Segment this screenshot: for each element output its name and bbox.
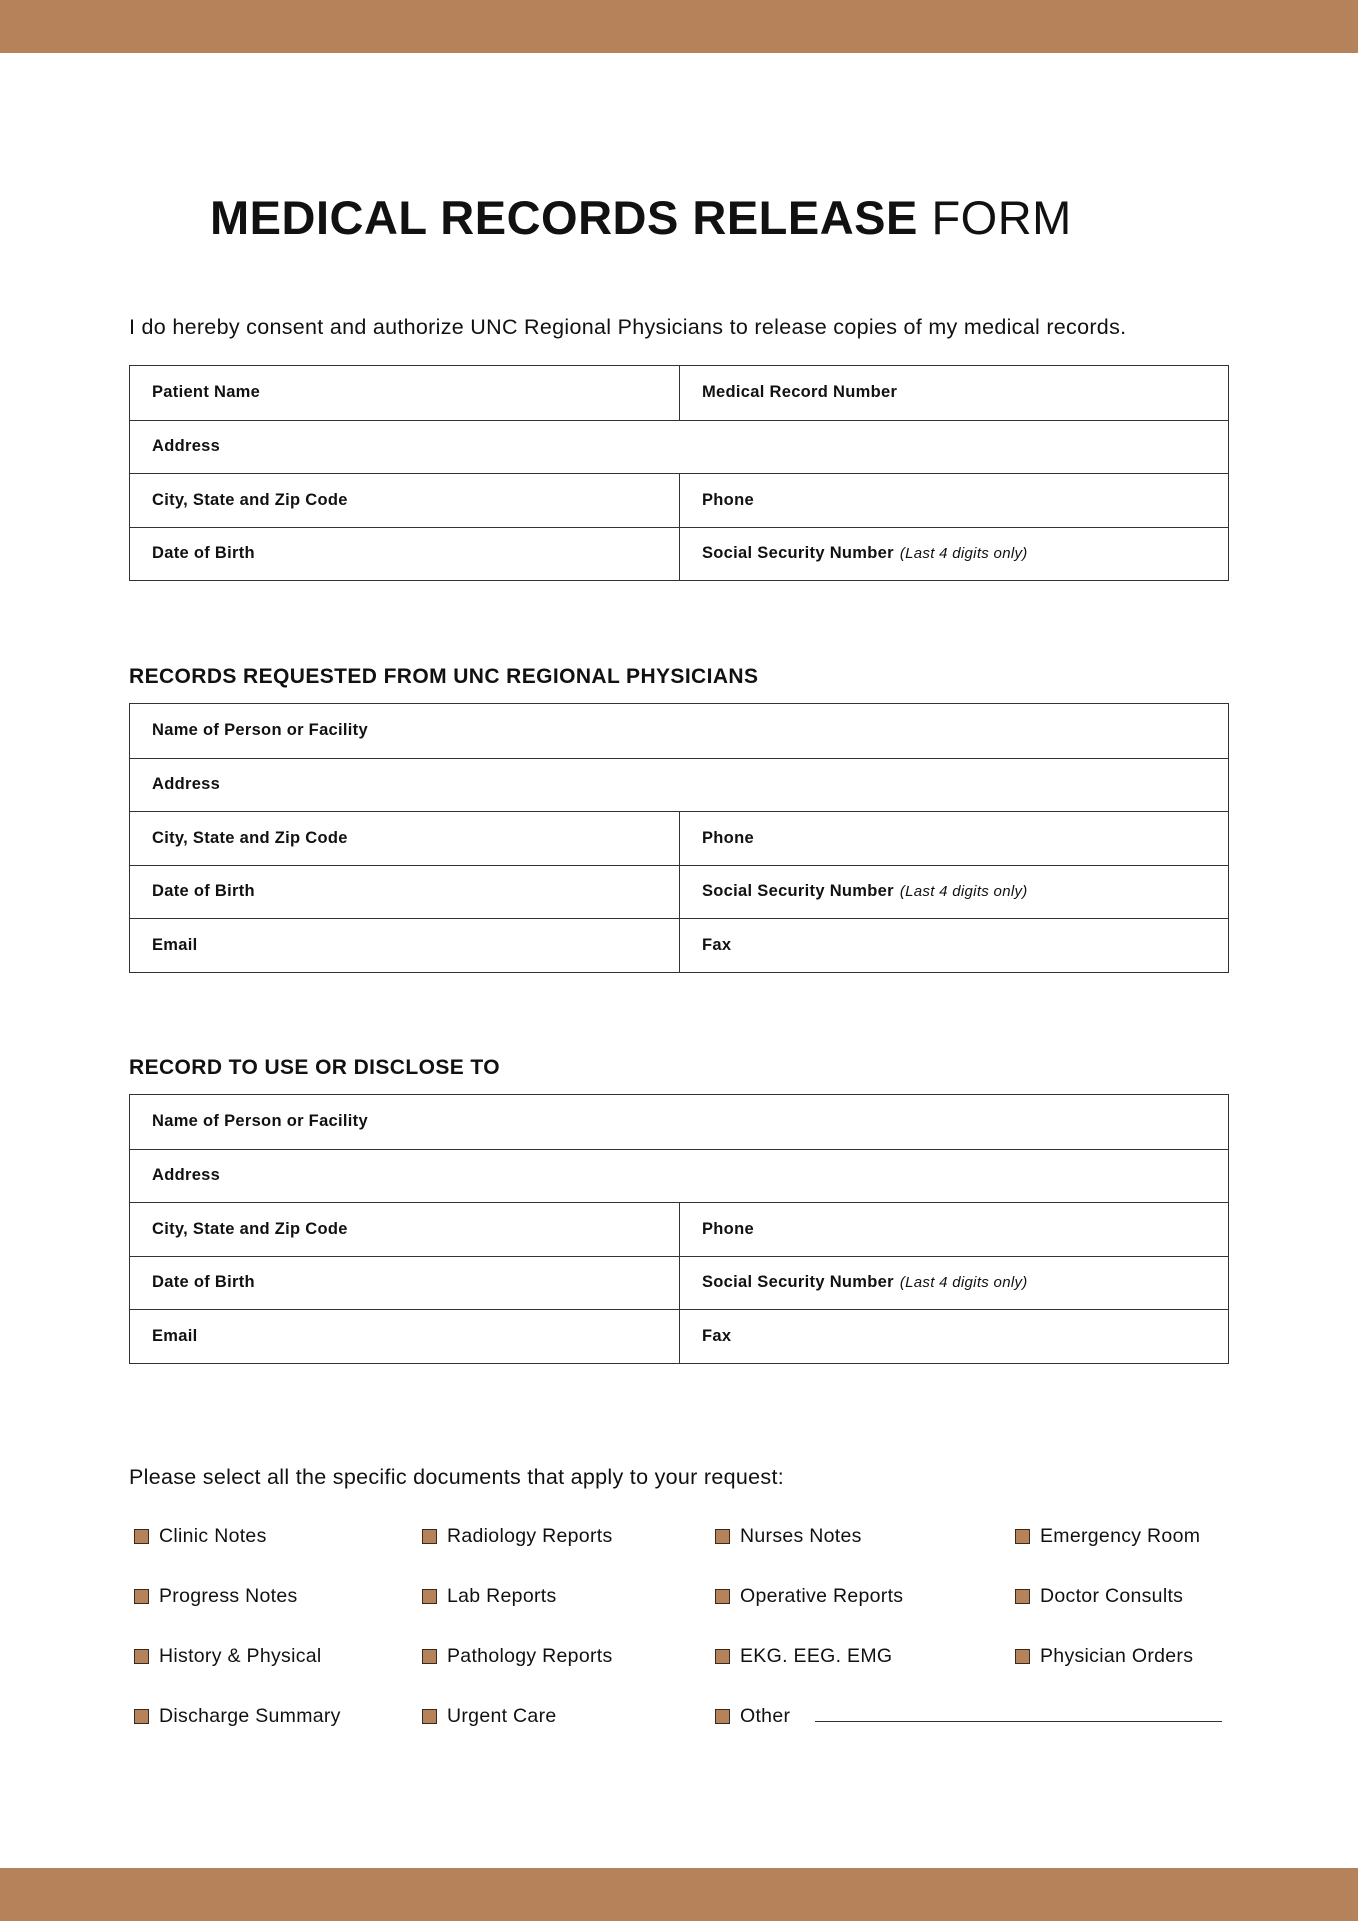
patient-phone-field[interactable] bbox=[680, 474, 1228, 527]
checkbox-square-icon[interactable] bbox=[715, 1709, 730, 1724]
from-name-field[interactable] bbox=[130, 704, 1228, 758]
checkbox-label: Operative Reports bbox=[740, 1584, 904, 1607]
from-dob-field[interactable] bbox=[130, 866, 680, 919]
field-label: Email bbox=[152, 935, 198, 954]
patient-city-state-zip-field[interactable] bbox=[130, 474, 680, 527]
checkbox-pathology-reports[interactable] bbox=[422, 1641, 613, 1671]
field-label: Patient Name bbox=[152, 383, 261, 402]
to-ssn-field[interactable] bbox=[680, 1257, 1228, 1310]
table-row bbox=[130, 865, 1228, 919]
field-label: Date of Birth bbox=[152, 882, 255, 901]
from-ssn-field[interactable] bbox=[680, 866, 1228, 919]
field-label: Date of Birth bbox=[152, 1273, 255, 1292]
checkbox-square-icon[interactable] bbox=[422, 1589, 437, 1604]
checkbox-square-icon[interactable] bbox=[1015, 1529, 1030, 1544]
bottom-accent-bar bbox=[0, 1868, 1358, 1921]
field-label: Address bbox=[152, 437, 221, 456]
checkbox-square-icon[interactable] bbox=[134, 1649, 149, 1664]
table-row bbox=[130, 527, 1228, 581]
checkbox-label: Lab Reports bbox=[447, 1584, 557, 1607]
checkbox-urgent-care[interactable] bbox=[422, 1701, 557, 1731]
checkbox-label: Nurses Notes bbox=[740, 1524, 862, 1547]
requested-from-table bbox=[129, 703, 1229, 973]
field-label: Social Security Number bbox=[702, 882, 894, 901]
disclose-to-table bbox=[129, 1094, 1229, 1364]
checkbox-square-icon[interactable] bbox=[1015, 1649, 1030, 1664]
field-label: Phone bbox=[702, 1219, 754, 1238]
to-dob-field[interactable] bbox=[130, 1257, 680, 1310]
checkbox-label: Other bbox=[740, 1704, 791, 1727]
title-bold: MEDICAL RECORDS RELEASE bbox=[210, 191, 918, 244]
disclose-to-heading: RECORD TO USE OR DISCLOSE TO bbox=[129, 1056, 500, 1079]
field-label: City, State and Zip Code bbox=[152, 490, 348, 509]
checkbox-square-icon[interactable] bbox=[422, 1709, 437, 1724]
checkbox-label: Pathology Reports bbox=[447, 1644, 613, 1667]
checkbox-square-icon[interactable] bbox=[422, 1649, 437, 1664]
field-label: Fax bbox=[702, 1326, 732, 1345]
field-label: Phone bbox=[702, 828, 754, 847]
field-label: Date of Birth bbox=[152, 544, 255, 563]
other-specify-line[interactable] bbox=[815, 1721, 1222, 1722]
documents-prompt: Please select all the specific documents that apply to your request: bbox=[129, 1465, 784, 1489]
to-address-field[interactable] bbox=[130, 1150, 1228, 1203]
page-title bbox=[210, 186, 1210, 250]
checkbox-square-icon[interactable] bbox=[134, 1709, 149, 1724]
checkbox-square-icon[interactable] bbox=[1015, 1589, 1030, 1604]
table-row bbox=[130, 918, 1228, 972]
field-label: Address bbox=[152, 775, 221, 794]
to-email-field[interactable] bbox=[130, 1310, 680, 1363]
patient-dob-field[interactable] bbox=[130, 528, 680, 581]
checkbox-square-icon[interactable] bbox=[715, 1589, 730, 1604]
checkbox-square-icon[interactable] bbox=[134, 1589, 149, 1604]
checkbox-square-icon[interactable] bbox=[715, 1529, 730, 1544]
from-phone-field[interactable] bbox=[680, 812, 1228, 865]
from-city-state-zip-field[interactable] bbox=[130, 812, 680, 865]
table-row bbox=[130, 1149, 1228, 1203]
checkbox-label: History & Physical bbox=[159, 1644, 322, 1667]
consent-statement: I do hereby consent and authorize UNC Regional Physicians to release copies of my medical records. bbox=[129, 315, 1127, 339]
from-address-field[interactable] bbox=[130, 759, 1228, 812]
field-label: Fax bbox=[702, 935, 732, 954]
checkbox-history-physical[interactable] bbox=[134, 1641, 322, 1671]
checkbox-other[interactable] bbox=[715, 1701, 790, 1731]
table-row bbox=[130, 811, 1228, 865]
table-row bbox=[130, 1202, 1228, 1256]
ssn-note: (Last 4 digits only) bbox=[899, 545, 1028, 563]
checkbox-label: Clinic Notes bbox=[159, 1524, 267, 1547]
top-accent-bar bbox=[0, 0, 1358, 53]
checkbox-progress-notes[interactable] bbox=[134, 1581, 298, 1611]
patient-address-field[interactable] bbox=[130, 421, 1228, 474]
checkbox-radiology-reports[interactable] bbox=[422, 1521, 613, 1551]
checkbox-label: Radiology Reports bbox=[447, 1524, 613, 1547]
checkbox-square-icon[interactable] bbox=[715, 1649, 730, 1664]
table-row bbox=[130, 704, 1228, 758]
table-row bbox=[130, 473, 1228, 527]
title-light: FORM bbox=[931, 191, 1072, 244]
to-city-state-zip-field[interactable] bbox=[130, 1203, 680, 1256]
field-label: Medical Record Number bbox=[702, 383, 898, 402]
field-label: Social Security Number bbox=[702, 1273, 894, 1292]
checkbox-label: Doctor Consults bbox=[1040, 1584, 1184, 1607]
patient-info-table bbox=[129, 365, 1229, 581]
table-row bbox=[130, 1256, 1228, 1310]
checkbox-label: Discharge Summary bbox=[159, 1704, 341, 1727]
checkbox-discharge-summary[interactable] bbox=[134, 1701, 341, 1731]
field-label: City, State and Zip Code bbox=[152, 828, 348, 847]
from-email-field[interactable] bbox=[130, 919, 680, 972]
field-label: Email bbox=[152, 1326, 198, 1345]
from-fax-field[interactable] bbox=[680, 919, 1228, 972]
field-label: Social Security Number bbox=[702, 544, 894, 563]
field-label: Name of Person or Facility bbox=[152, 721, 368, 740]
field-label: City, State and Zip Code bbox=[152, 1219, 348, 1238]
to-fax-field[interactable] bbox=[680, 1310, 1228, 1363]
checkbox-nurses-notes[interactable] bbox=[715, 1521, 862, 1551]
medical-record-number-field[interactable] bbox=[680, 366, 1228, 420]
field-label: Phone bbox=[702, 490, 754, 509]
checkbox-label: Urgent Care bbox=[447, 1704, 557, 1727]
checkbox-ekg-eeg-emg[interactable] bbox=[715, 1641, 892, 1671]
checkbox-physician-orders[interactable] bbox=[1015, 1641, 1193, 1671]
to-name-field[interactable] bbox=[130, 1095, 1228, 1149]
checkbox-label: Progress Notes bbox=[159, 1584, 298, 1607]
checkbox-label: Emergency Room bbox=[1040, 1524, 1201, 1547]
table-row bbox=[130, 1309, 1228, 1363]
table-row bbox=[130, 366, 1228, 420]
table-row bbox=[130, 758, 1228, 812]
checkbox-operative-reports[interactable] bbox=[715, 1581, 903, 1611]
checkbox-square-icon[interactable] bbox=[422, 1529, 437, 1544]
checkbox-lab-reports[interactable] bbox=[422, 1581, 557, 1611]
checkbox-square-icon[interactable] bbox=[134, 1529, 149, 1544]
checkbox-doctor-consults[interactable] bbox=[1015, 1581, 1183, 1611]
table-row bbox=[130, 420, 1228, 474]
ssn-note: (Last 4 digits only) bbox=[899, 883, 1028, 901]
requested-from-heading: RECORDS REQUESTED FROM UNC REGIONAL PHYSICIANS bbox=[129, 665, 759, 688]
ssn-note: (Last 4 digits only) bbox=[899, 1274, 1028, 1292]
checkbox-emergency-room[interactable] bbox=[1015, 1521, 1200, 1551]
table-row bbox=[130, 1095, 1228, 1149]
checkbox-label: Physician Orders bbox=[1040, 1644, 1194, 1667]
checkbox-clinic-notes[interactable] bbox=[134, 1521, 267, 1551]
patient-ssn-field[interactable] bbox=[680, 528, 1228, 581]
field-label: Address bbox=[152, 1166, 221, 1185]
patient-name-field[interactable] bbox=[130, 366, 680, 420]
checkbox-label: EKG. EEG. EMG bbox=[740, 1644, 893, 1667]
field-label: Name of Person or Facility bbox=[152, 1112, 368, 1131]
to-phone-field[interactable] bbox=[680, 1203, 1228, 1256]
